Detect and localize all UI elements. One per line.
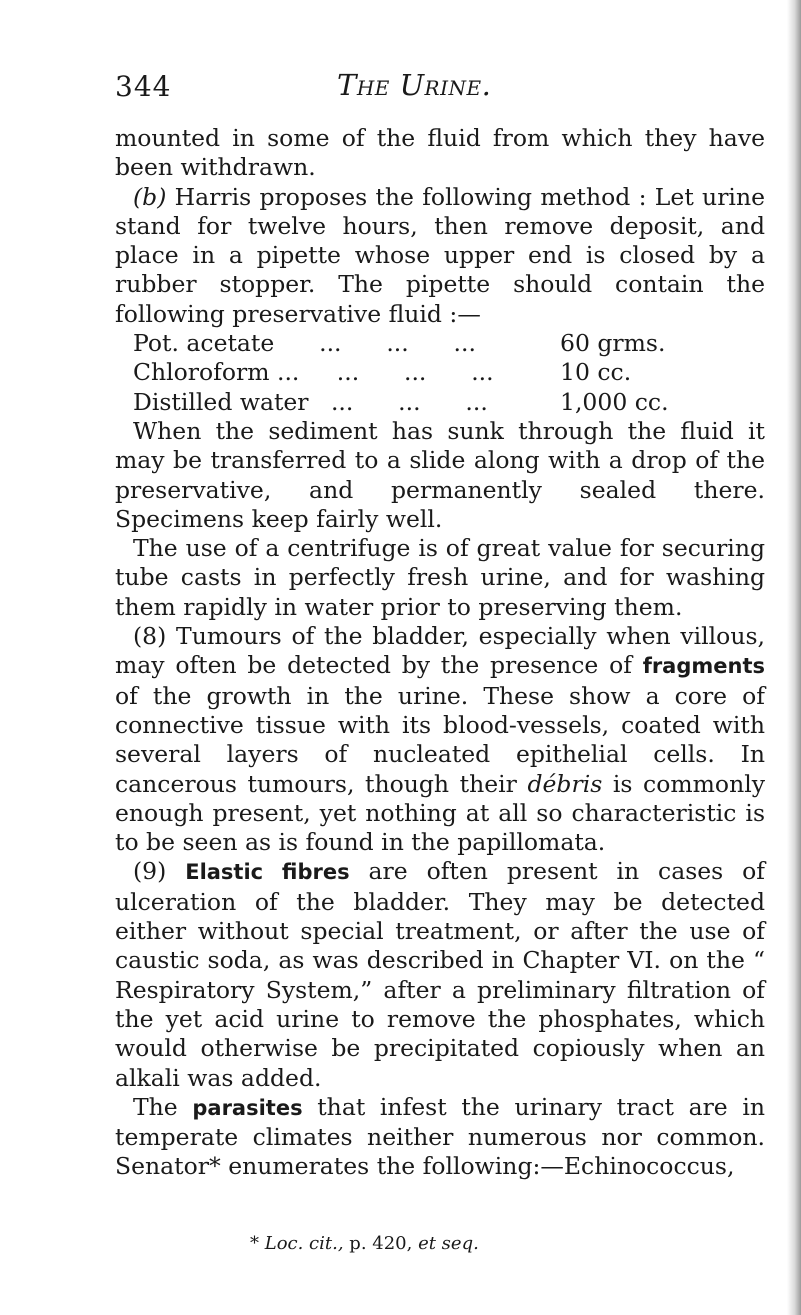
- recipe-row: [115, 358, 765, 387]
- paragraph-elastic-fibres: [115, 857, 765, 1092]
- paragraph-continuation: [115, 124, 765, 183]
- paragraph-text: are often present in cases of ulceration of the bladder. They may be detected either without special treatment, or after the use of caustic soda, as was described in Chapter VI. on the “ Respiratory System,” after a preliminary filtration of the yet acid urine to remove the phosphates, which would otherwise be precipitated copiously when an alkali was added.: [115, 857, 766, 1092]
- paragraph-text: Harris proposes the following method : Let urine stand for twelve hours, then remove deposit, and place in a pipette whose upper end is closed by a rubber stopper. The pipette should contain the following preservative fluid :—: [115, 182, 765, 328]
- footnote: [250, 1233, 479, 1254]
- ingredient-quantity: 60 grms.: [560, 329, 666, 358]
- paragraph-text: that infest the urinary tract are in temperate climates neither numerous nor common. Senator* enumerates the following:—Echinococcus,: [115, 1092, 766, 1181]
- footnote-reference: Loc. cit.,: [264, 1233, 344, 1254]
- paragraph-centrifuge: [115, 534, 765, 622]
- item-label: (b): [133, 182, 167, 211]
- ingredient-quantity: 1,000 cc.: [560, 387, 669, 416]
- bold-term: parasites: [192, 1095, 303, 1120]
- paragraph-text: (8) Tumours of the bladder, especially when villous, may often be detected by the presence of: [115, 622, 765, 680]
- ingredient-name: Chloroform ... ... ... ...: [133, 358, 494, 387]
- paragraph-text: The: [133, 1092, 193, 1121]
- footnote-marker: *: [250, 1233, 265, 1254]
- ingredient-name: Distilled water ... ... ...: [133, 387, 488, 416]
- running-title: The Urine.: [337, 68, 492, 102]
- paragraph-text: When the sediment has sunk through the fluid it may be transferred to a slide along with a drop of the preservative, and permanently sealed there. Specimens keep fairly well.: [115, 416, 765, 533]
- bold-term: fragments: [642, 654, 765, 679]
- paragraph-text: of the growth in the urine. These show a core of connective tissue with its blood-vessels, coated with several layers of nucleated epithelial cells. In cancerous tumours, though their: [115, 681, 765, 798]
- page-header: [115, 70, 735, 110]
- footnote-et-seq: et seq.: [418, 1233, 479, 1254]
- paragraph-text: The use of a centrifuge is of great value for securing tube casts in perfectly fresh urine, and for washing them rapidly in water prior to preserving them.: [115, 534, 765, 621]
- recipe-row: [115, 329, 765, 358]
- recipe-table: [115, 329, 765, 417]
- paragraph-text: (9): [133, 857, 186, 886]
- bold-term: Elastic fibres: [185, 860, 350, 885]
- footnote-page: p. 420,: [343, 1233, 419, 1254]
- italic-term: débris: [527, 769, 603, 798]
- body-text: [115, 124, 765, 1182]
- page-number: 344: [115, 70, 172, 103]
- paragraph-parasites: [115, 1093, 765, 1182]
- ingredient-quantity: 10 cc.: [560, 358, 632, 387]
- recipe-row: [115, 388, 765, 417]
- ingredient-name: Pot. acetate ... ... ...: [133, 329, 476, 358]
- paragraph-sediment: [115, 417, 765, 534]
- paragraph-text: mounted in some of the fluid from which they have been withdrawn.: [115, 124, 765, 182]
- paragraph-harris-method: [115, 183, 765, 329]
- paragraph-text: is commonly enough present, yet nothing at all so characteristic is to be seen as is found in the papillomata.: [115, 769, 765, 857]
- paragraph-tumours: [115, 622, 765, 857]
- page-edge-shadow: [787, 0, 801, 1315]
